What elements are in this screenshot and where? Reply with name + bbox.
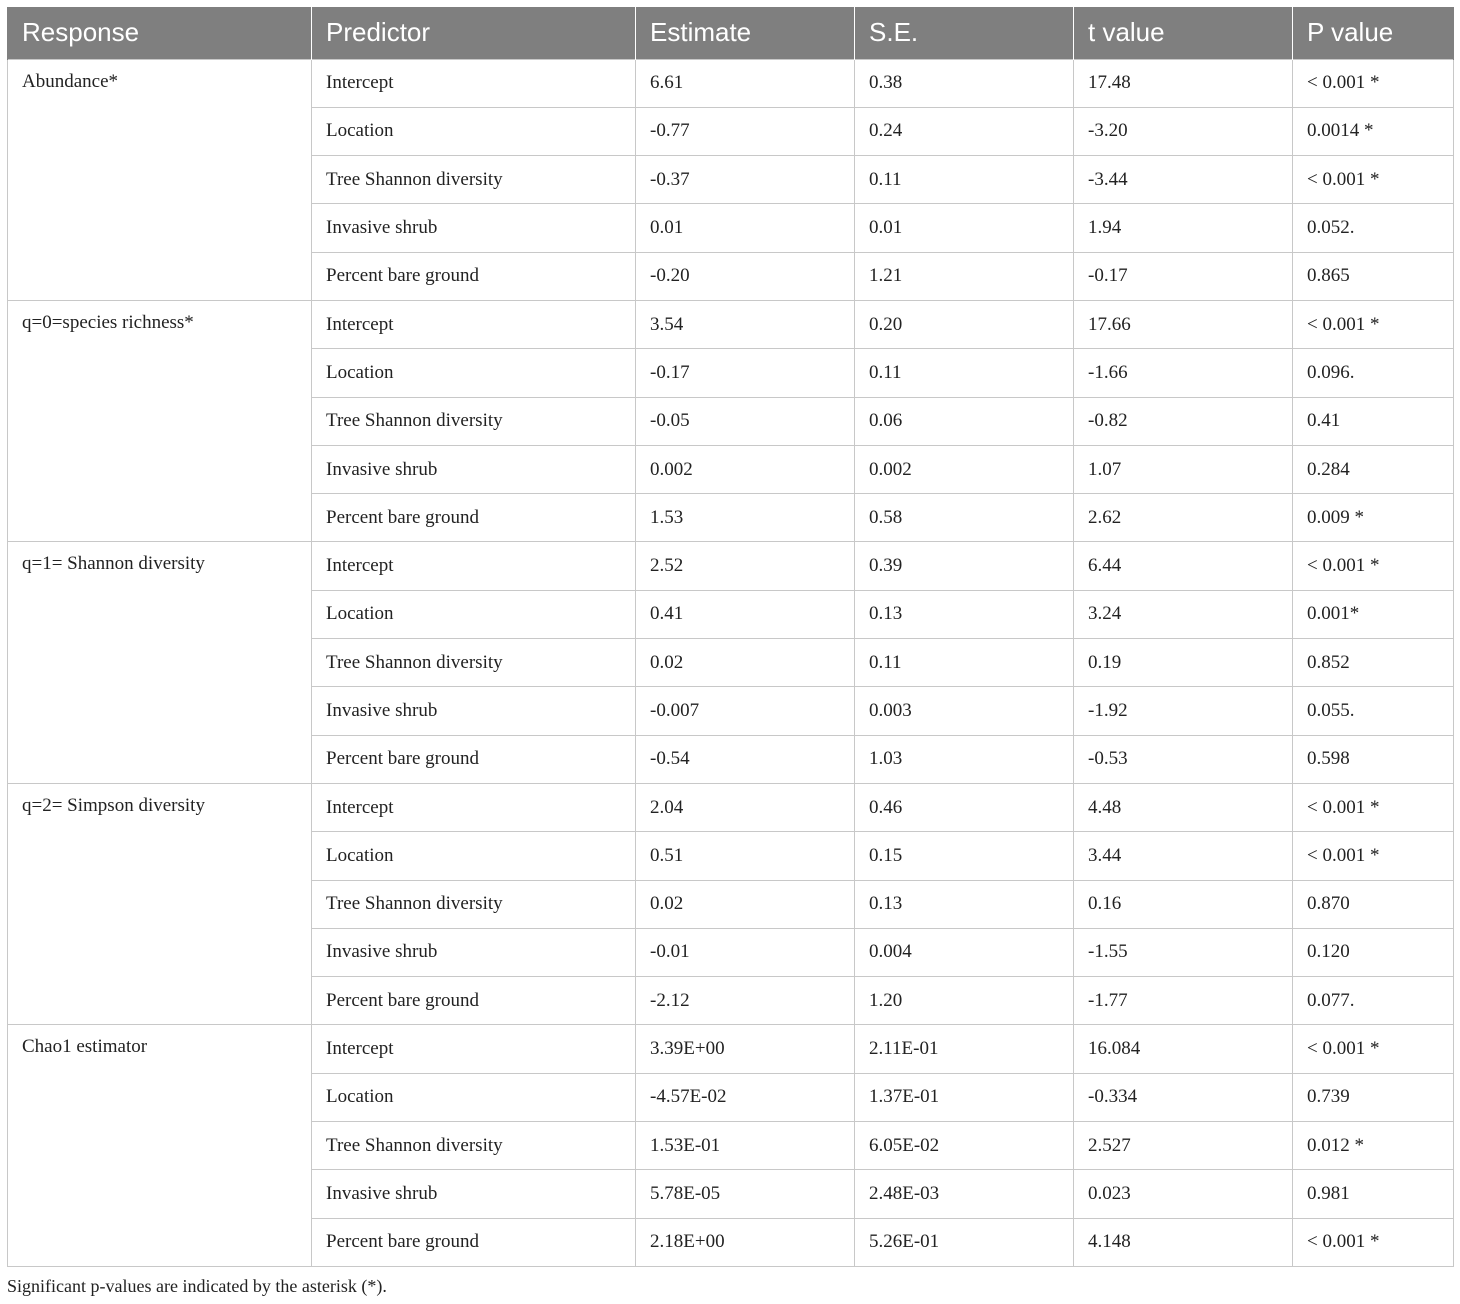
estimate-cell: 2.18E+00	[636, 1218, 855, 1266]
predictor-cell: Percent bare ground	[312, 735, 636, 783]
t-value-cell: -0.82	[1074, 397, 1293, 445]
t-value-cell: 17.66	[1074, 300, 1293, 348]
se-cell: 0.13	[855, 590, 1074, 638]
p-value-cell: < 0.001 *	[1293, 156, 1454, 204]
se-cell: 0.11	[855, 156, 1074, 204]
predictor-cell: Location	[312, 349, 636, 397]
predictor-cell: Invasive shrub	[312, 445, 636, 493]
predictor-cell: Tree Shannon diversity	[312, 880, 636, 928]
predictor-cell: Location	[312, 590, 636, 638]
estimate-cell: -4.57E-02	[636, 1073, 855, 1121]
p-value-cell: 0.739	[1293, 1073, 1454, 1121]
estimate-cell: -0.37	[636, 156, 855, 204]
predictor-cell: Intercept	[312, 59, 636, 107]
estimate-cell: -0.20	[636, 252, 855, 300]
estimate-cell: 2.52	[636, 542, 855, 590]
t-value-cell: 0.023	[1074, 1170, 1293, 1218]
estimate-cell: -0.54	[636, 735, 855, 783]
se-cell: 1.20	[855, 977, 1074, 1025]
t-value-cell: 2.527	[1074, 1122, 1293, 1170]
predictor-cell: Intercept	[312, 542, 636, 590]
header-se: S.E.	[855, 7, 1074, 59]
table-row	[8, 1025, 1454, 1073]
t-value-cell: -3.44	[1074, 156, 1293, 204]
estimate-cell: 0.02	[636, 639, 855, 687]
t-value-cell: -0.334	[1074, 1073, 1293, 1121]
estimate-cell: 1.53	[636, 494, 855, 542]
predictor-cell: Location	[312, 107, 636, 155]
se-cell: 1.37E-01	[855, 1073, 1074, 1121]
header-estimate: Estimate	[636, 7, 855, 59]
p-value-cell: < 0.001 *	[1293, 783, 1454, 831]
predictor-cell: Percent bare ground	[312, 1218, 636, 1266]
t-value-cell: 2.62	[1074, 494, 1293, 542]
table-row	[8, 542, 1454, 590]
se-cell: 1.21	[855, 252, 1074, 300]
t-value-cell: 0.19	[1074, 639, 1293, 687]
se-cell: 0.13	[855, 880, 1074, 928]
t-value-cell: -1.66	[1074, 349, 1293, 397]
p-value-cell: 0.870	[1293, 880, 1454, 928]
t-value-cell: 16.084	[1074, 1025, 1293, 1073]
p-value-cell: 0.865	[1293, 252, 1454, 300]
se-cell: 0.15	[855, 832, 1074, 880]
se-cell: 5.26E-01	[855, 1218, 1074, 1266]
p-value-cell: 0.012 *	[1293, 1122, 1454, 1170]
p-value-cell: 0.120	[1293, 928, 1454, 976]
estimate-cell: 6.61	[636, 59, 855, 107]
t-value-cell: 4.148	[1074, 1218, 1293, 1266]
p-value-cell: 0.009 *	[1293, 494, 1454, 542]
t-value-cell: -0.53	[1074, 735, 1293, 783]
p-value-cell: 0.981	[1293, 1170, 1454, 1218]
se-cell: 0.01	[855, 204, 1074, 252]
table-row	[8, 783, 1454, 831]
estimate-cell: 0.41	[636, 590, 855, 638]
predictor-cell: Invasive shrub	[312, 928, 636, 976]
se-cell: 0.11	[855, 639, 1074, 687]
se-cell: 0.06	[855, 397, 1074, 445]
response-cell: Abundance*	[8, 59, 312, 300]
se-cell: 6.05E-02	[855, 1122, 1074, 1170]
predictor-cell: Invasive shrub	[312, 1170, 636, 1218]
predictor-cell: Location	[312, 1073, 636, 1121]
table-header	[8, 7, 1454, 59]
estimate-cell: -0.17	[636, 349, 855, 397]
predictor-cell: Tree Shannon diversity	[312, 639, 636, 687]
header-t-value: t value	[1074, 7, 1293, 59]
estimate-cell: 2.04	[636, 783, 855, 831]
header-response: Response	[8, 7, 312, 59]
predictor-cell: Percent bare ground	[312, 494, 636, 542]
predictor-cell: Intercept	[312, 300, 636, 348]
response-cell: q=1= Shannon diversity	[8, 542, 312, 783]
estimate-cell: 0.002	[636, 445, 855, 493]
se-cell: 0.003	[855, 687, 1074, 735]
predictor-cell: Tree Shannon diversity	[312, 1122, 636, 1170]
se-cell: 0.11	[855, 349, 1074, 397]
p-value-cell: 0.41	[1293, 397, 1454, 445]
se-cell: 1.03	[855, 735, 1074, 783]
header-p-value: P value	[1293, 7, 1454, 59]
p-value-cell: 0.077.	[1293, 977, 1454, 1025]
se-cell: 0.004	[855, 928, 1074, 976]
estimate-cell: 5.78E-05	[636, 1170, 855, 1218]
regression-results-table	[7, 7, 1454, 1267]
table-body	[8, 59, 1454, 1266]
p-value-cell: 0.598	[1293, 735, 1454, 783]
se-cell: 0.20	[855, 300, 1074, 348]
estimate-cell: -0.77	[636, 107, 855, 155]
predictor-cell: Invasive shrub	[312, 687, 636, 735]
table-row	[8, 300, 1454, 348]
p-value-cell: < 0.001 *	[1293, 1025, 1454, 1073]
predictor-cell: Location	[312, 832, 636, 880]
p-value-cell: 0.0014 *	[1293, 107, 1454, 155]
predictor-cell: Tree Shannon diversity	[312, 397, 636, 445]
t-value-cell: 17.48	[1074, 59, 1293, 107]
t-value-cell: 1.94	[1074, 204, 1293, 252]
estimate-cell: 1.53E-01	[636, 1122, 855, 1170]
p-value-cell: < 0.001 *	[1293, 1218, 1454, 1266]
t-value-cell: 3.24	[1074, 590, 1293, 638]
p-value-cell: 0.852	[1293, 639, 1454, 687]
estimate-cell: -0.05	[636, 397, 855, 445]
se-cell: 0.24	[855, 107, 1074, 155]
table-footnote: Significant p-values are indicated by the asterisk (*).	[7, 1276, 387, 1296]
p-value-cell: < 0.001 *	[1293, 542, 1454, 590]
t-value-cell: -1.55	[1074, 928, 1293, 976]
se-cell: 0.58	[855, 494, 1074, 542]
se-cell: 0.46	[855, 783, 1074, 831]
header-predictor: Predictor	[312, 7, 636, 59]
estimate-cell: -0.01	[636, 928, 855, 976]
estimate-cell: 3.54	[636, 300, 855, 348]
t-value-cell: -1.92	[1074, 687, 1293, 735]
estimate-cell: 0.02	[636, 880, 855, 928]
se-cell: 0.38	[855, 59, 1074, 107]
estimate-cell: -0.007	[636, 687, 855, 735]
t-value-cell: 4.48	[1074, 783, 1293, 831]
predictor-cell: Intercept	[312, 1025, 636, 1073]
p-value-cell: < 0.001 *	[1293, 59, 1454, 107]
predictor-cell: Invasive shrub	[312, 204, 636, 252]
predictor-cell: Tree Shannon diversity	[312, 156, 636, 204]
predictor-cell: Percent bare ground	[312, 252, 636, 300]
t-value-cell: 1.07	[1074, 445, 1293, 493]
estimate-cell: 3.39E+00	[636, 1025, 855, 1073]
p-value-cell: 0.055.	[1293, 687, 1454, 735]
estimate-cell: 0.51	[636, 832, 855, 880]
p-value-cell: < 0.001 *	[1293, 300, 1454, 348]
se-cell: 0.002	[855, 445, 1074, 493]
t-value-cell: -0.17	[1074, 252, 1293, 300]
header-row	[8, 7, 1454, 59]
table-row	[8, 59, 1454, 107]
t-value-cell: 0.16	[1074, 880, 1293, 928]
p-value-cell: 0.096.	[1293, 349, 1454, 397]
p-value-cell: < 0.001 *	[1293, 832, 1454, 880]
predictor-cell: Intercept	[312, 783, 636, 831]
response-cell: Chao1 estimator	[8, 1025, 312, 1266]
estimate-cell: -2.12	[636, 977, 855, 1025]
p-value-cell: 0.284	[1293, 445, 1454, 493]
se-cell: 2.11E-01	[855, 1025, 1074, 1073]
response-cell: q=0=species richness*	[8, 300, 312, 541]
response-cell: q=2= Simpson diversity	[8, 783, 312, 1024]
p-value-cell: 0.052.	[1293, 204, 1454, 252]
t-value-cell: -1.77	[1074, 977, 1293, 1025]
se-cell: 0.39	[855, 542, 1074, 590]
p-value-cell: 0.001*	[1293, 590, 1454, 638]
t-value-cell: -3.20	[1074, 107, 1293, 155]
predictor-cell: Percent bare ground	[312, 977, 636, 1025]
estimate-cell: 0.01	[636, 204, 855, 252]
t-value-cell: 6.44	[1074, 542, 1293, 590]
se-cell: 2.48E-03	[855, 1170, 1074, 1218]
t-value-cell: 3.44	[1074, 832, 1293, 880]
